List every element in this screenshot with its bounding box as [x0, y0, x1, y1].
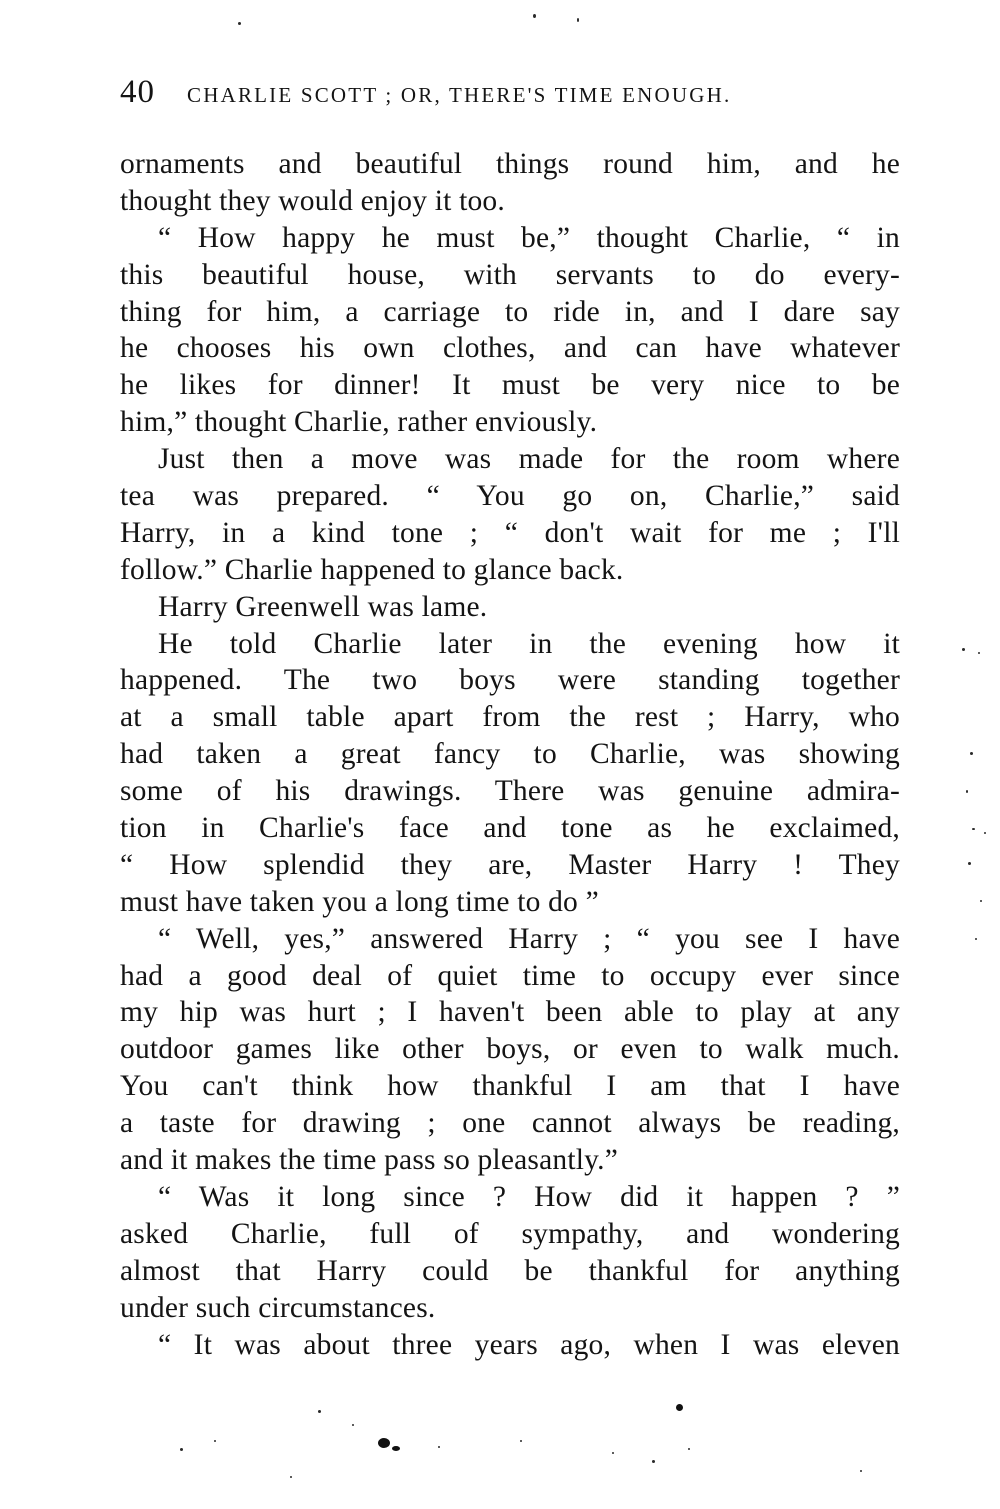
- text-line: “ Was it long since ? How did it happen ? ”: [158, 1180, 900, 1213]
- text-line: “ How happy he must be,” thought Charlie, “ in: [158, 221, 900, 254]
- text-line: asked Charlie, full of sympathy, and wondering: [120, 1217, 900, 1250]
- text-line: follow.” Charlie happened to glance back.: [120, 553, 624, 586]
- text-line: ornaments and beautiful things round him, and he: [120, 148, 900, 180]
- text-line: “ Well, yes,” answered Harry ; “ you see I have: [158, 922, 900, 955]
- running-head: [120, 74, 900, 114]
- text-line: almost that Harry could be thankful for anything: [120, 1254, 900, 1287]
- text-line: must have taken you a long time to do ”: [120, 885, 599, 918]
- text-line: Just then a move was made for the room where: [158, 443, 900, 476]
- text-line: this beautiful house, with servants to do every-: [120, 258, 900, 291]
- running-title: CHARLIE SCOTT ; OR, THERE'S TIME ENOUGH.: [187, 83, 732, 107]
- body-text: [120, 146, 900, 1363]
- text-line: had taken a great fancy to Charlie, was showing: [120, 738, 900, 771]
- text-line: happened. The two boys were standing together: [120, 664, 900, 697]
- text-line: tea was prepared. “ You go on, Charlie,” said: [120, 480, 900, 513]
- text-line: tion in Charlie's face and tone as he exclaimed,: [120, 812, 900, 845]
- text-line: some of his drawings. There was genuine admira-: [120, 775, 900, 808]
- text-line: him,” thought Charlie, rather enviously.: [120, 406, 598, 439]
- text-line: outdoor games like other boys, or even to walk much.: [120, 1033, 900, 1066]
- text-line: he likes for dinner! It must be very nice to be: [120, 369, 900, 402]
- text-line: my hip was hurt ; I haven't been able to play at any: [120, 996, 900, 1029]
- text-line: at a small table apart from the rest ; Harry, who: [120, 701, 900, 734]
- text-line: “ It was about three years ago, when I was eleven: [158, 1328, 900, 1361]
- text-line: and it makes the time pass so pleasantly.”: [120, 1144, 619, 1177]
- text-line: a taste for drawing ; one cannot always be reading,: [120, 1107, 900, 1140]
- text-line: Harry Greenwell was lame.: [158, 590, 488, 623]
- page-number: 40: [120, 74, 155, 110]
- text-line: thing for him, a carriage to ride in, and I dare say: [120, 295, 900, 328]
- text-line: had a good deal of quiet time to occupy ever since: [120, 959, 900, 992]
- text-line: “ How splendid they are, Master Harry ! They: [120, 848, 900, 881]
- text-line: You can't think how thankful I am that I have: [120, 1070, 900, 1103]
- text-line: he chooses his own clothes, and can have whatever: [120, 332, 900, 365]
- text-line: He told Charlie later in the evening how it: [158, 627, 900, 660]
- text-line: Harry, in a kind tone ; “ don't wait for me ; I'll: [120, 516, 900, 549]
- text-line: thought they would enjoy it too.: [120, 184, 505, 217]
- text-line: under such circumstances.: [120, 1291, 436, 1324]
